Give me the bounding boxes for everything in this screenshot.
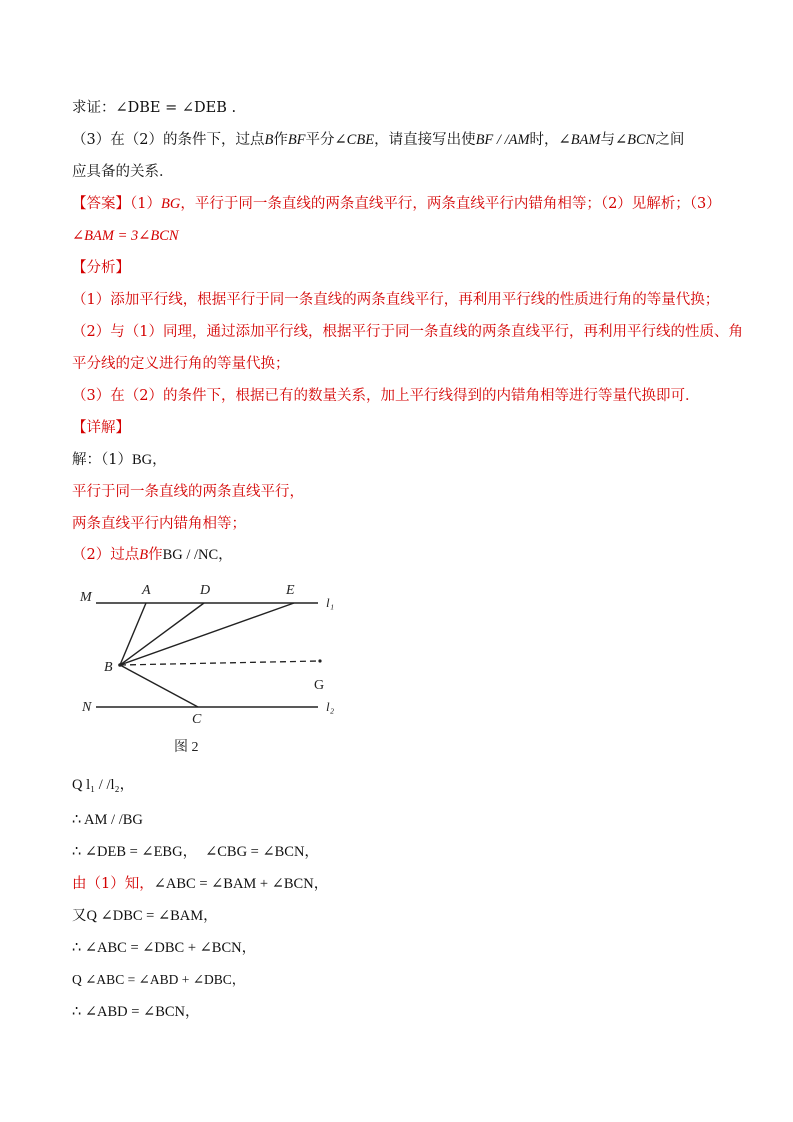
solution-line7 <box>72 842 319 862</box>
math-segment: BG / /NC， <box>162 547 233 563</box>
text-segment: ，请直接写出使 <box>374 132 476 148</box>
label-g: G <box>314 678 325 693</box>
text-segment: 应具备的关系． <box>72 164 174 180</box>
text-segment: （3）在（2）的条件下，根据已有的数量关系，加上平行线得到的内错角相等进行等量代换即可． <box>72 388 700 404</box>
text-segment: ，平行于同一条直线的两条直线平行，两条直线平行内错角相等；（2）见解析；（3） <box>180 196 721 212</box>
analysis-line3 <box>72 354 290 374</box>
label-c: C <box>192 712 202 727</box>
math-segment: ∴ ∠ABD = ∠BCN， <box>72 1004 200 1020</box>
text-segment: 【分析】 <box>72 260 130 276</box>
solution-line12 <box>72 1002 200 1022</box>
math-segment: ∴ ∠DEB = ∠EBG， <box>72 844 198 860</box>
math-segment: ∴ AM / /BG <box>72 812 143 828</box>
text-segment: 平分线的定义进行角的等量代换； <box>72 356 290 372</box>
proof-statement <box>72 98 236 118</box>
question-3-line2 <box>72 162 174 182</box>
solution-line3 <box>72 514 246 534</box>
text-segment: 解：（1） <box>72 452 132 468</box>
label-b: B <box>104 660 113 675</box>
question-3-line1 <box>72 130 684 150</box>
text-segment: 求证：∠DBE = ∠DEB . <box>72 100 237 116</box>
text-segment: 两条直线平行内错角相等； <box>72 516 246 532</box>
math-segment: 又Q ∠DBC = ∠BAM， <box>72 908 218 924</box>
text-segment: 作 <box>273 132 288 148</box>
math-segment: ∠BAM <box>558 132 601 148</box>
text-segment: 平行于同一条直线的两条直线平行， <box>72 484 304 500</box>
math-segment: BG <box>160 196 181 212</box>
label-l2: l₂ <box>326 699 335 714</box>
segment-bg-dashed <box>120 661 320 665</box>
label-a: A <box>142 583 151 598</box>
math-segment: B <box>139 547 149 563</box>
math-segment: ∠BCN <box>615 132 656 148</box>
text-segment: （2）与（1）同理，通过添加平行线，根据平行于同一条直线的两条直线平行，再利用平行线的性质、角 <box>72 324 743 340</box>
solution-line6 <box>72 810 143 830</box>
text-segment: 平分 <box>305 132 335 148</box>
answer-line2 <box>72 226 179 246</box>
analysis-line2 <box>72 322 743 342</box>
solution-line2 <box>72 482 304 502</box>
math-segment: ∴ ∠ABC = ∠DBC + ∠BCN， <box>72 940 257 956</box>
label-m: M <box>80 590 92 605</box>
label-l1: l₁ <box>326 595 335 610</box>
math-segment: BF / /AM <box>475 132 530 148</box>
math-segment: ∠BAM = 3∠BCN <box>72 228 179 244</box>
figure-caption: 图 2 <box>174 740 199 755</box>
text-segment: 【答案】（1） <box>72 196 161 212</box>
solution-line4 <box>72 545 233 565</box>
text-segment: （3）在（2）的条件下，过点 <box>72 132 265 148</box>
solution-line1 <box>72 450 167 470</box>
label-e: E <box>286 583 295 598</box>
math-segment: Q ∠ABC = ∠ABD + ∠DBC， <box>72 972 246 987</box>
solution-line8 <box>72 874 328 894</box>
detail-heading <box>72 418 130 438</box>
math-segment: B <box>264 132 274 148</box>
segment-bc <box>120 665 198 707</box>
solution-line11 <box>72 970 245 990</box>
analysis-line1 <box>72 290 719 310</box>
math-segment: ∠ABC = ∠BAM + ∠BCN， <box>153 876 329 892</box>
solution-line10 <box>72 938 256 958</box>
segment-be <box>120 603 294 665</box>
text-segment: 时， <box>529 132 559 148</box>
math-segment: BG， <box>131 452 167 468</box>
point-b <box>118 663 122 667</box>
point-g <box>318 659 321 662</box>
math-segment: ∠CBE <box>334 132 375 148</box>
answer-line1 <box>72 194 721 214</box>
math-segment: Q l₁ / /l₂， <box>72 777 135 793</box>
text-segment: 之间 <box>655 132 685 148</box>
text-segment: 【详解】 <box>72 420 130 436</box>
analysis-heading <box>72 258 130 278</box>
solution-line9 <box>72 906 218 926</box>
label-n: N <box>82 700 92 715</box>
geometry-figure-2 <box>72 575 362 765</box>
text-segment: 由（1）知， <box>72 876 154 892</box>
text-segment: （1）添加平行线，根据平行于同一条直线的两条直线平行，再利用平行线的性质进行角的等量代换； <box>72 292 720 308</box>
label-d: D <box>200 583 211 598</box>
analysis-line4 <box>72 386 699 406</box>
solution-line5 <box>72 775 134 795</box>
text-segment: 作 <box>148 547 163 563</box>
math-segment: BF <box>287 132 306 148</box>
text-segment: 与 <box>600 132 615 148</box>
text-segment: （2）过点 <box>72 547 140 563</box>
math-segment: ∠CBG = ∠BCN， <box>205 844 319 860</box>
